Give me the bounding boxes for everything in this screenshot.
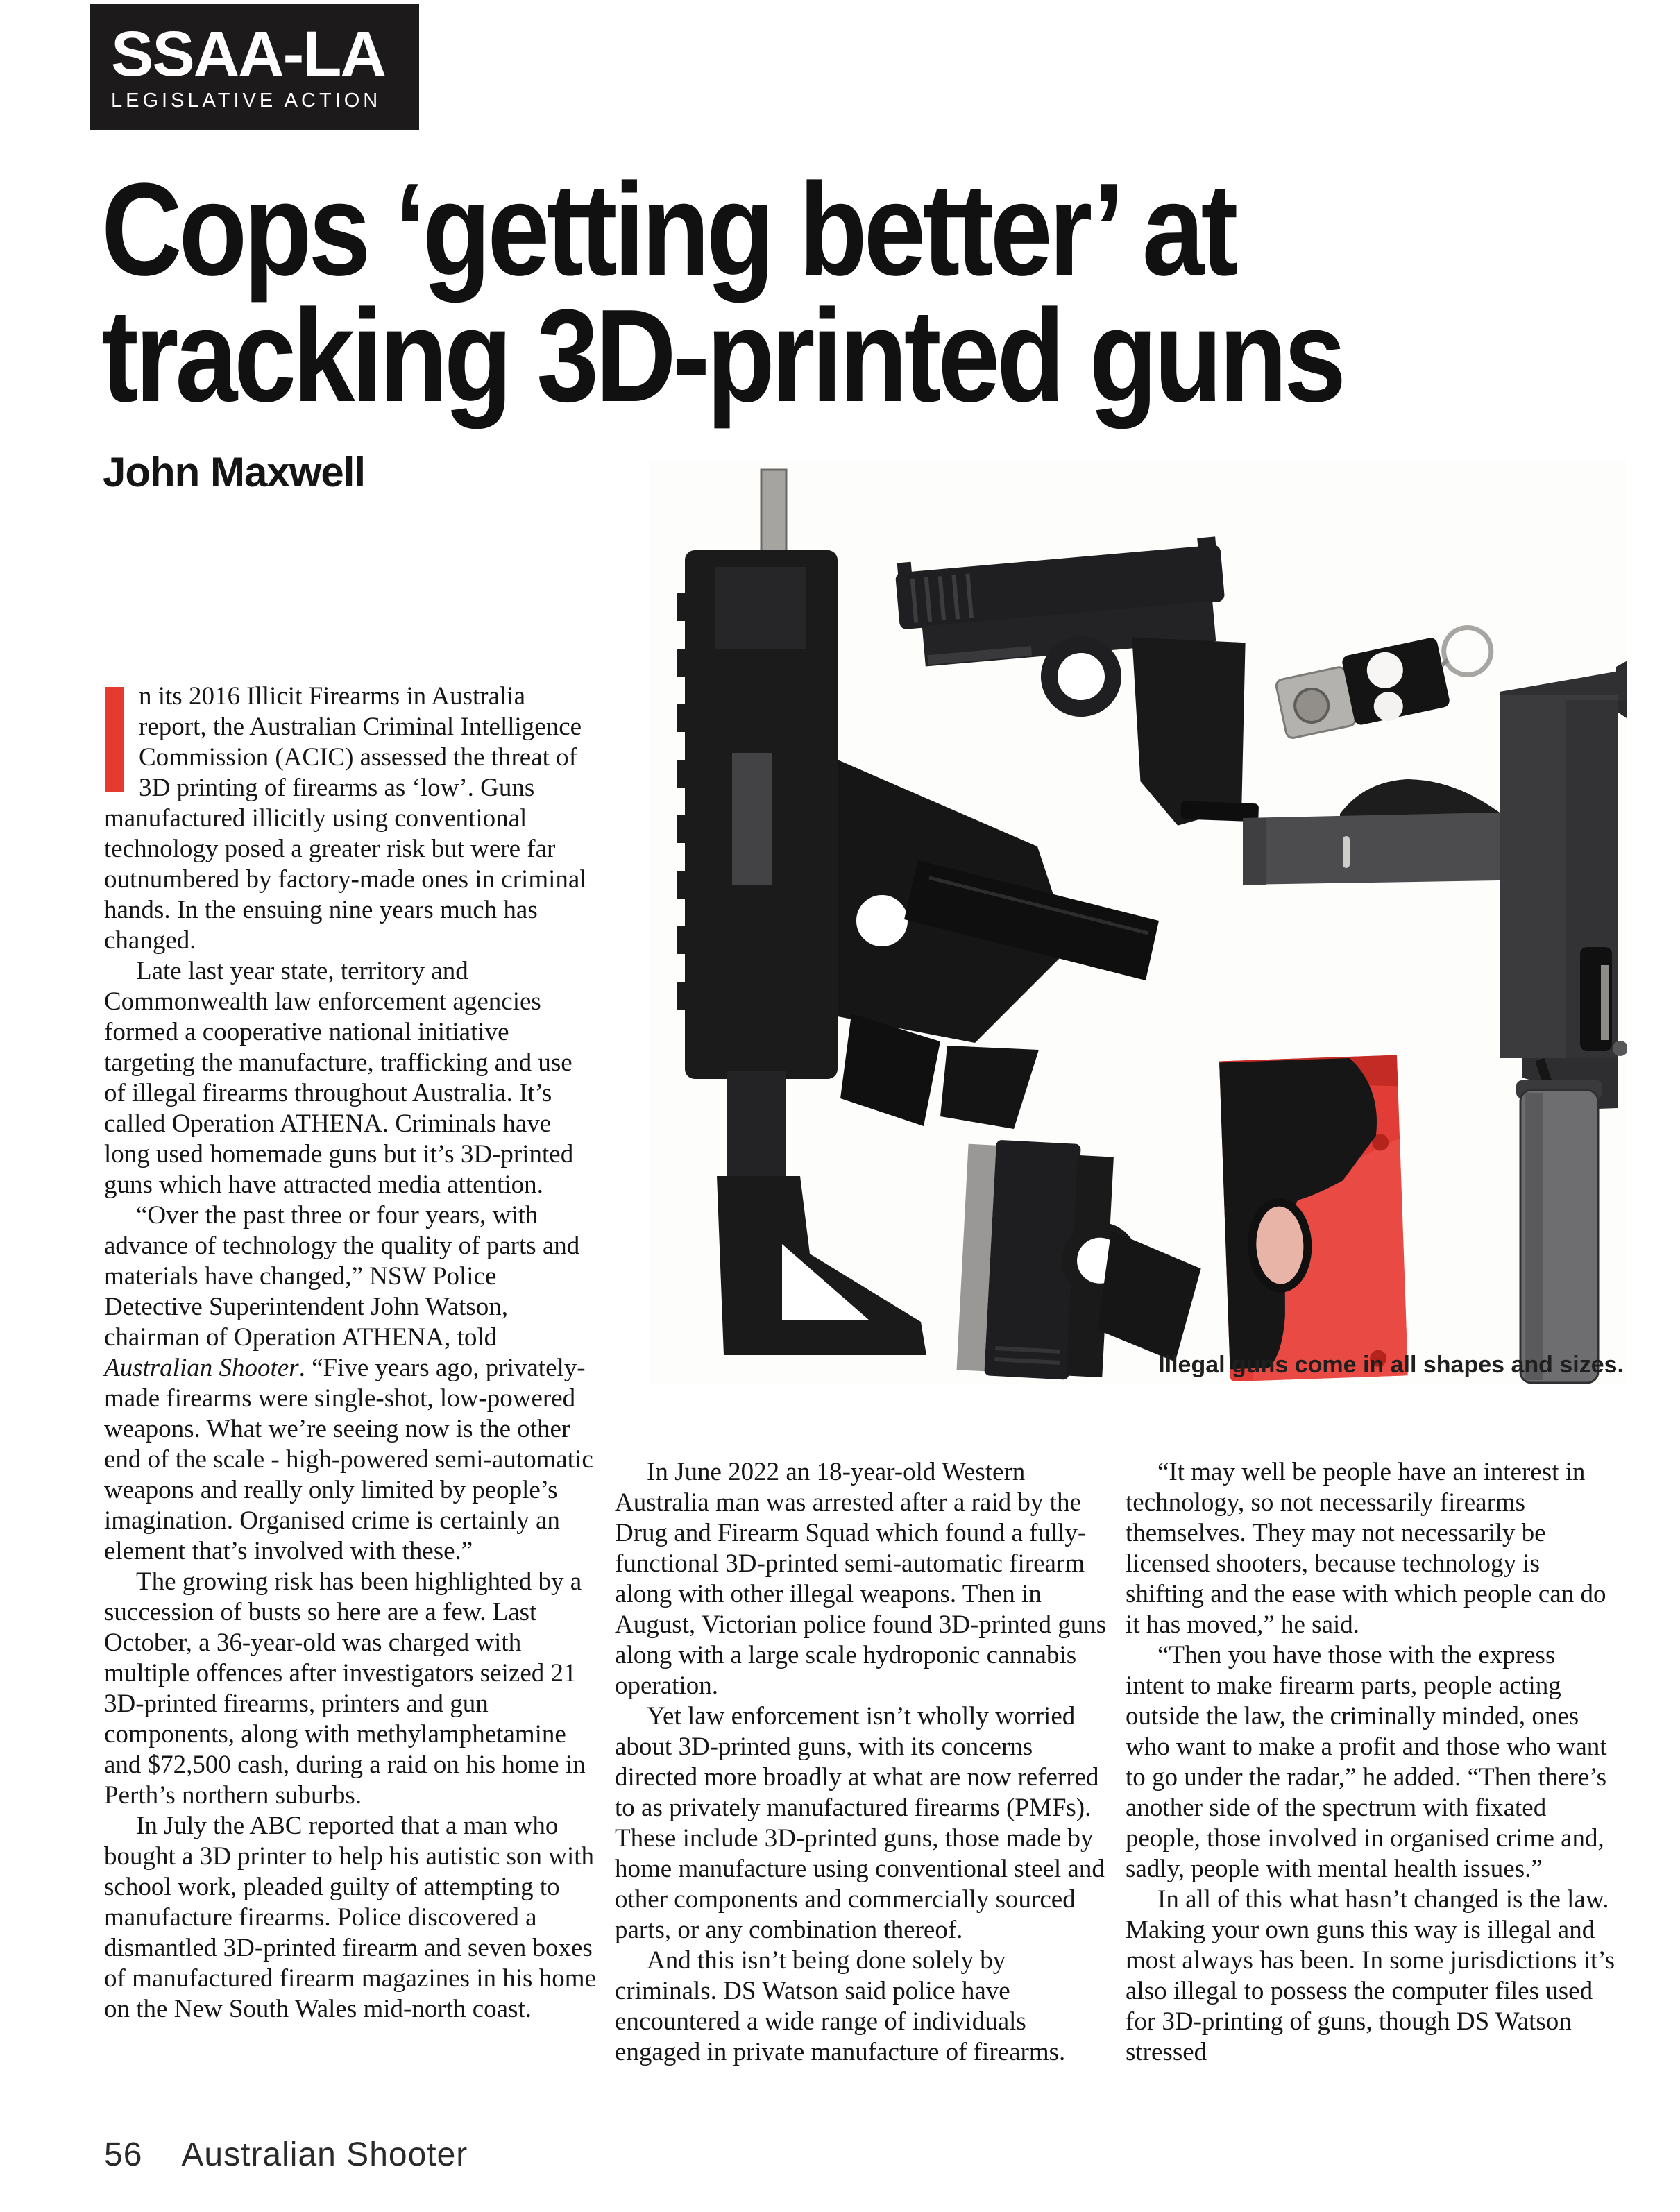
paragraph: In all of this what hasn’t changed is the law. Making your own guns this way is illegal and most always has been. In some jurisdictions it’s also illegal to possess the computer files used for 3D-printing of guns, though DS Watson stressed	[1126, 1885, 1615, 2066]
paragraph: n its 2016 Illicit Firearms in Australia report, the Australian Criminal Intelligence Commission (ACIC) assessed the threat of 3D printing of firearms as ‘low’. Guns manufactured illicitly using conventional technology posed a greater risk but were far outnumbered by factory-made ones in criminal hands. In the ensuing nine years much has changed.	[104, 682, 587, 955]
byline: John Maxwell	[103, 449, 366, 495]
magazine-name: Australian Shooter	[181, 2136, 468, 2173]
page-number: 56	[104, 2136, 143, 2173]
article-column-left	[104, 681, 598, 2025]
photo-caption: Illegal guns come in all shapes and sizes.	[1158, 1352, 1624, 1378]
drop-cap-i	[105, 687, 124, 792]
article-column-right	[1126, 1457, 1620, 2068]
paragraph: The growing risk has been highlighted by a succession of busts so here are a few. Last October, a 36-year-old was charged with multiple offences after investigators seized 21 3D-printed firearms, printers and gun components, along with methylamphetamine and $72,500 cash, during a raid on his home in Perth’s northern suburbs.	[104, 1567, 586, 1810]
paragraph: In July the ABC reported that a man who bought a 3D printer to help his autistic son with school work, pleaded guilty of attempting to manufacture firearms. Police discovered a dismantled 3D-printed firearm and seven boxes of manufactured firearm magazines in his home on the New South Wales mid-north coast.	[104, 1812, 596, 2023]
logo-subtitle: LEGISLATIVE ACTION	[111, 90, 382, 112]
ssaa-la-logo	[90, 4, 419, 130]
magazine-name-italic: Australian Shooter	[104, 1354, 299, 1382]
red-frame-jig-icon	[1219, 1055, 1408, 1382]
paragraph: And this isn’t being done solely by criminals. DS Watson said police have encountered a wide range of individuals engaged in private manufacture of firearms.	[615, 1946, 1066, 2066]
guns-photo	[649, 461, 1627, 1384]
paragraph: Late last year state, territory and Commonwealth law enforcement agencies formed a cooperative national initiative targeting the manufacture, trafficking and use of illegal firearms throughout Australia. It’s called Operation ATHENA. Criminals have long used homemade guns but it’s 3D-printed guns which have attracted media attention.	[104, 957, 574, 1199]
logo-title: SSAA-LA	[111, 19, 385, 90]
page-title	[101, 156, 1562, 429]
article-column-middle	[615, 1457, 1109, 2068]
headline-line-1: Cops ‘getting better’ at	[101, 156, 1235, 303]
paragraph: “It may well be people have an interest in technology, so not necessarily firearms themselves. They may not necessarily be licensed shooters, because technology is shifting and the ease with which people can do it has moved,” he said.	[1126, 1458, 1606, 1639]
paragraph: In June 2022 an 18-year-old Western Australia man was arrested after a raid by the Drug and Firearm Squad which found a fully-functional 3D-printed semi-automatic firearm along with other illegal weapons. Then in August, Victorian police found 3D-printed guns along with a large scale hydroponic cannabis operation.	[615, 1458, 1107, 1700]
paragraph: “Over the past three or four years, with advance of technology the quality of parts and materials have changed,” NSW Police Detective Superintendent John Watson, chairman of Operation ATHENA, told Australian Shooter. “Five years ago, privately-made firearms were single-shot, low-powered weapons. What we’re seeing now is the other end of the scale - high-powered semi-automatic weapons and really only limited by people’s imagination. Organised crime is certainly an element that’s involved with these.”	[104, 1201, 593, 1565]
paragraph: “Then you have those with the express intent to make firearm parts, people acting outside the law, the criminally minded, ones who want to make a profit and those who want to go under the radar,” he added. “Then there’s another side of the spectrum with fixated people, those involved in organised crime and, sadly, people with mental health issues.”	[1126, 1641, 1607, 1883]
paragraph: Yet law enforcement isn’t wholly worried about 3D-printed guns, with its concerns directed more broadly at what are now referred to as privately manufactured firearms (PMFs). These include 3D-printed guns, those made by home manufacture using conventional steel and other components and commercially sourced parts, or any combination thereof.	[615, 1702, 1105, 1944]
headline-line-2: tracking 3D-printed guns	[101, 282, 1343, 429]
page-footer	[104, 2136, 468, 2174]
